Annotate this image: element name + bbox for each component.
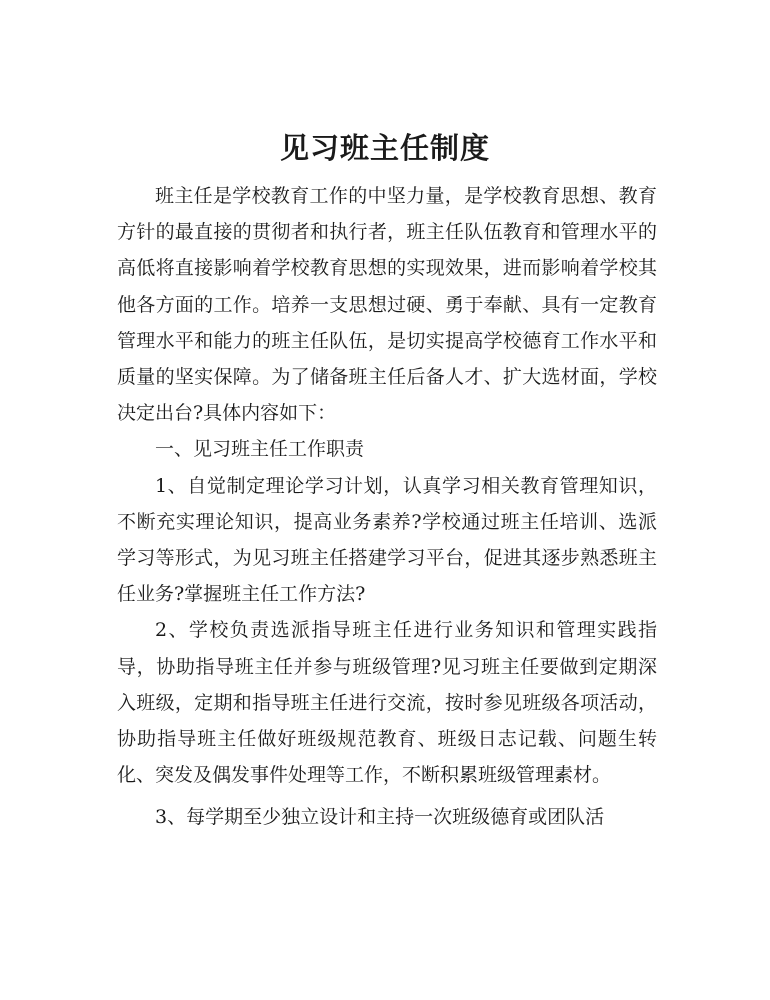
paragraph-item-1: 1、自觉制定理论学习计划，认真学习相关教育管理知识，不断充实理论知识，提高业务素养?学校通过班主任培训、选派学习等形式，为见习班主任搭建学习平台，促进其逐步熟悉班主任业务?掌握班主任工作方法? bbox=[117, 474, 657, 606]
paragraph-item-3: 3、每学期至少独立设计和主持一次班级德育或团队活 bbox=[155, 806, 605, 829]
paragraph-intro: 班主任是学校教育工作的中坚力量，是学校教育思想、教育方针的最直接的贯彻者和执行者，班主任队伍教育和管理水平的高低将直接影响着学校教育思想的实现效果，进而影响着学校其他各方面的工作。培养一支思想过硬、勇于奉献、具有一定教育管理水平和能力的班主任队伍，是切实提高学校德育工作水平和质量的坚实保障。为了储备班主任后备人才、扩大选材面，学校决定出台?具体内容如下： bbox=[117, 185, 657, 425]
document-body bbox=[117, 178, 657, 836]
section-heading-duties: 一、见习班主任工作职责 bbox=[155, 438, 365, 461]
paragraph-item-2: 2、学校负责选派指导班主任进行业务知识和管理实践指导，协助指导班主任并参与班级管理?见习班主任要做到定期深入班级，定期和指导班主任进行交流，按时参见班级各项活动，协助指导班主任做好班级规范教育、班级日志记载、问题生转化、突发及偶发事件处理等工作，不断积累班级管理素材。 bbox=[117, 619, 657, 787]
document-title: 见习班主任制度 bbox=[279, 131, 490, 165]
